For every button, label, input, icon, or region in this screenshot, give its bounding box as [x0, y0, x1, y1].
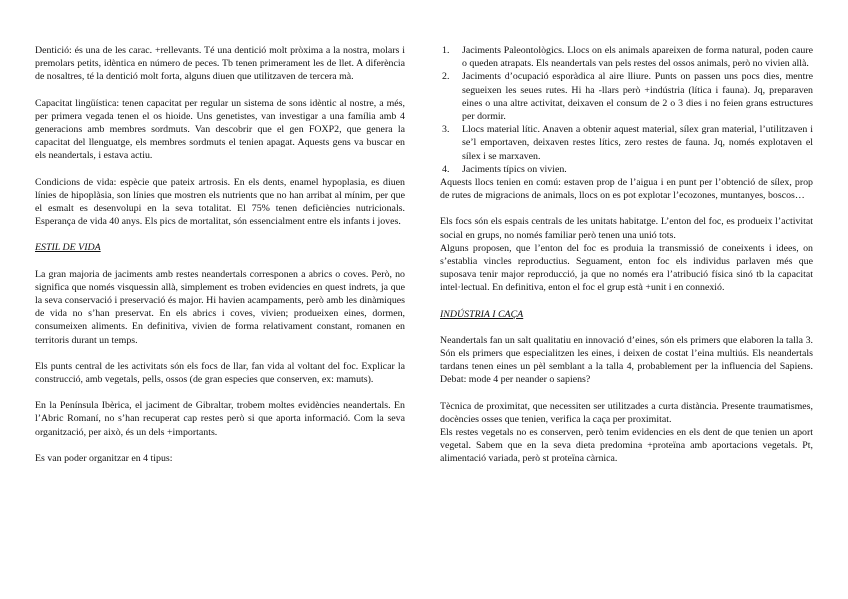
paragraph-focs: Els focs són els espais centrals de les unitats habitatge. L’enton del foc, es produeix l’activitat social en grups, no només familiar però tenen una unió tots.: [440, 216, 813, 241]
paragraph-tipus-intro: Es van poder organitzar en 4 tipus:: [35, 452, 173, 464]
paragraph-aquests-llocs: Aquests llocs tenien en comú: estaven prop de l’aigua i en punt per l’obtenció de sílex, prop de rutes de migracions de animals, llocs on es pot explotar l’ecozones, muntanyes, boscos…: [440, 177, 813, 202]
paragraph-alguns-proposen: Alguns proposen, que l’enton del foc es produia la transmissió de coneixents i idees, on s’establia vincles reproductius. Seguament, enton foc els individus parlaven més que suposava tenir major reproducció, ja que no només era l’atribució física sinó tb la capacitat intel·lectual. En definitiva, enton el foc el grup està +unit i en connexió.: [440, 242, 813, 294]
list-item-text: Jaciments típics on vivien.: [462, 163, 567, 175]
list-number: 4.: [442, 163, 450, 175]
list-item-text: Llocs material lític. Anaven a obtenir aquest material, sílex gran material, l’utilitzaven i se’l emportaven, deixaven restes lítics, zero restes de fauna. Jq, només explotaven el sílex i se marxaven.: [462, 124, 813, 162]
list-item-text: Jaciments d’ocupació esporàdica al aire lliure. Punts on passen uns pocs dies, mentre segueixen les seues rutes. Hi ha -llars però +indústria (lítica i fauna). Jq, preparaven eines o una altre activitat, deixaven el consum de 2 o 3 dies i no feien grans estructures per dormir.: [462, 71, 813, 123]
jaciments-list: [440, 44, 813, 176]
heading-industria-i-caca: INDÚSTRIA I CAÇA: [440, 308, 524, 320]
list-number: 3.: [442, 124, 450, 136]
paragraph-tecnica-proximitat: Tècnica de proximitat, que necessiten ser utilitzades a curta distància. Presente traumatismes, docències osses que tenien, verifica la caça per proximitat.: [440, 400, 813, 425]
paragraph-estil-de-vida: La gran majoria de jaciments amb restes neandertals corresponen a abrics o coves. Però, no significa que només visquessin allà, simplement es troben evidencies en quest indrets, ja que la seva conservació i preservació és major. Hi havien acampaments, però amb les dinàmiques de vida no s’han preservat. En els abrics i coves, vivien; produeixen eines, dormen, consumeixen aliments. En definitiva, vivien de forma relativament constant, romanen en territoris durant un temps.: [35, 268, 405, 346]
paragraph-punts-central: Els punts central de les activitats són els focs de llar, fan vida al voltant del foc. Explicar la construcció, amb vegetals, pells, ossos (de gran especies que conserven, ex: mamuts).: [35, 360, 405, 386]
list-item-text: Jaciments Paleontològics. Llocs on els animals apareixen de forma natural, poden caure o queden atrapats. Els neandertals van pels restes del ossos animals, però no vivien allà.: [462, 45, 813, 70]
right-column: [440, 44, 813, 479]
left-column: [35, 44, 405, 478]
list-item: [440, 44, 813, 70]
paragraph-denticio: Dentició: és una de les carac. +rellevants. Té una dentició molt pròxima a la nostra, molars i premolars petits, idèntica en número de peces. Tb tenen primerament les de llet. A diferència de nosaltres, té la dentició molt forta, alguns diuen que utilitzaven de tercera mà.: [35, 45, 405, 83]
paragraph-industria: Neandertals fan un salt qualitatiu en innovació d’eines, són els primers que elaboren la talla 3. Són els primers que especialitzen les eines, i deixen de costat l’eina multiús. Els neandertals tardans tenen eines un pèl semblant a la talla 4, probablement per la influencia del Sapiens. Debat: mode 4 per neander o sapiens?: [440, 334, 813, 386]
paragraph-capacitat-linguistica: Capacitat lingüística: tenen capacitat per regular un sistema de sons idèntic al nostre, a més, per primera vegada tenen el os hioide. Uns genetistes, van investigar a una família amb 4 generacions amb membres sordmuts. Van descobrir que el gen FOXP2, que genera la capacitat del llenguatge, els membres sordmuts el tenien apagat. Aquests gens va buscar en els neandertals, i estava actiu.: [35, 97, 405, 162]
paragraph-peninsula-iberica: En la Península Ibèrica, el jaciment de Gibraltar, trobem moltes evidències neandertals. En l’Abric Romaní, no s’han recuperat cap restes però si que aporta informació. Com la seva organització, per això, és un dels +importants.: [35, 400, 405, 438]
list-item: [440, 70, 813, 123]
paragraph-condicions-vida: Condicions de vida: espècie que pateix artrosis. En els dents, enamel hypoplasia, es diuen línies de hipoplàsia, son línies que mostren els nutrients que no han arribat al mínim, per que el esmalt es desenvolupi en la seva totalitat. El 75% tenen deficiències nutricionals. Esperança de vida 40 anys. Els pics de mortalitat, són essencialment entre els infants i joves.: [35, 176, 405, 228]
heading-estil-de-vida: ESTIL DE VIDA: [35, 242, 101, 254]
list-number: 2.: [442, 71, 450, 83]
list-item: [440, 123, 813, 163]
list-item: [440, 163, 813, 176]
list-number: 1.: [442, 45, 450, 56]
paragraph-restes-vegetals: Els restes vegetals no es conserven, però tenim evidencies en els dent de que tenien un aport vegetal. Sabem que en la seva dieta predomina +proteïna amb aportacions vegetals. Pt, alimentació variada, però st proteïna càrnica.: [440, 427, 813, 465]
